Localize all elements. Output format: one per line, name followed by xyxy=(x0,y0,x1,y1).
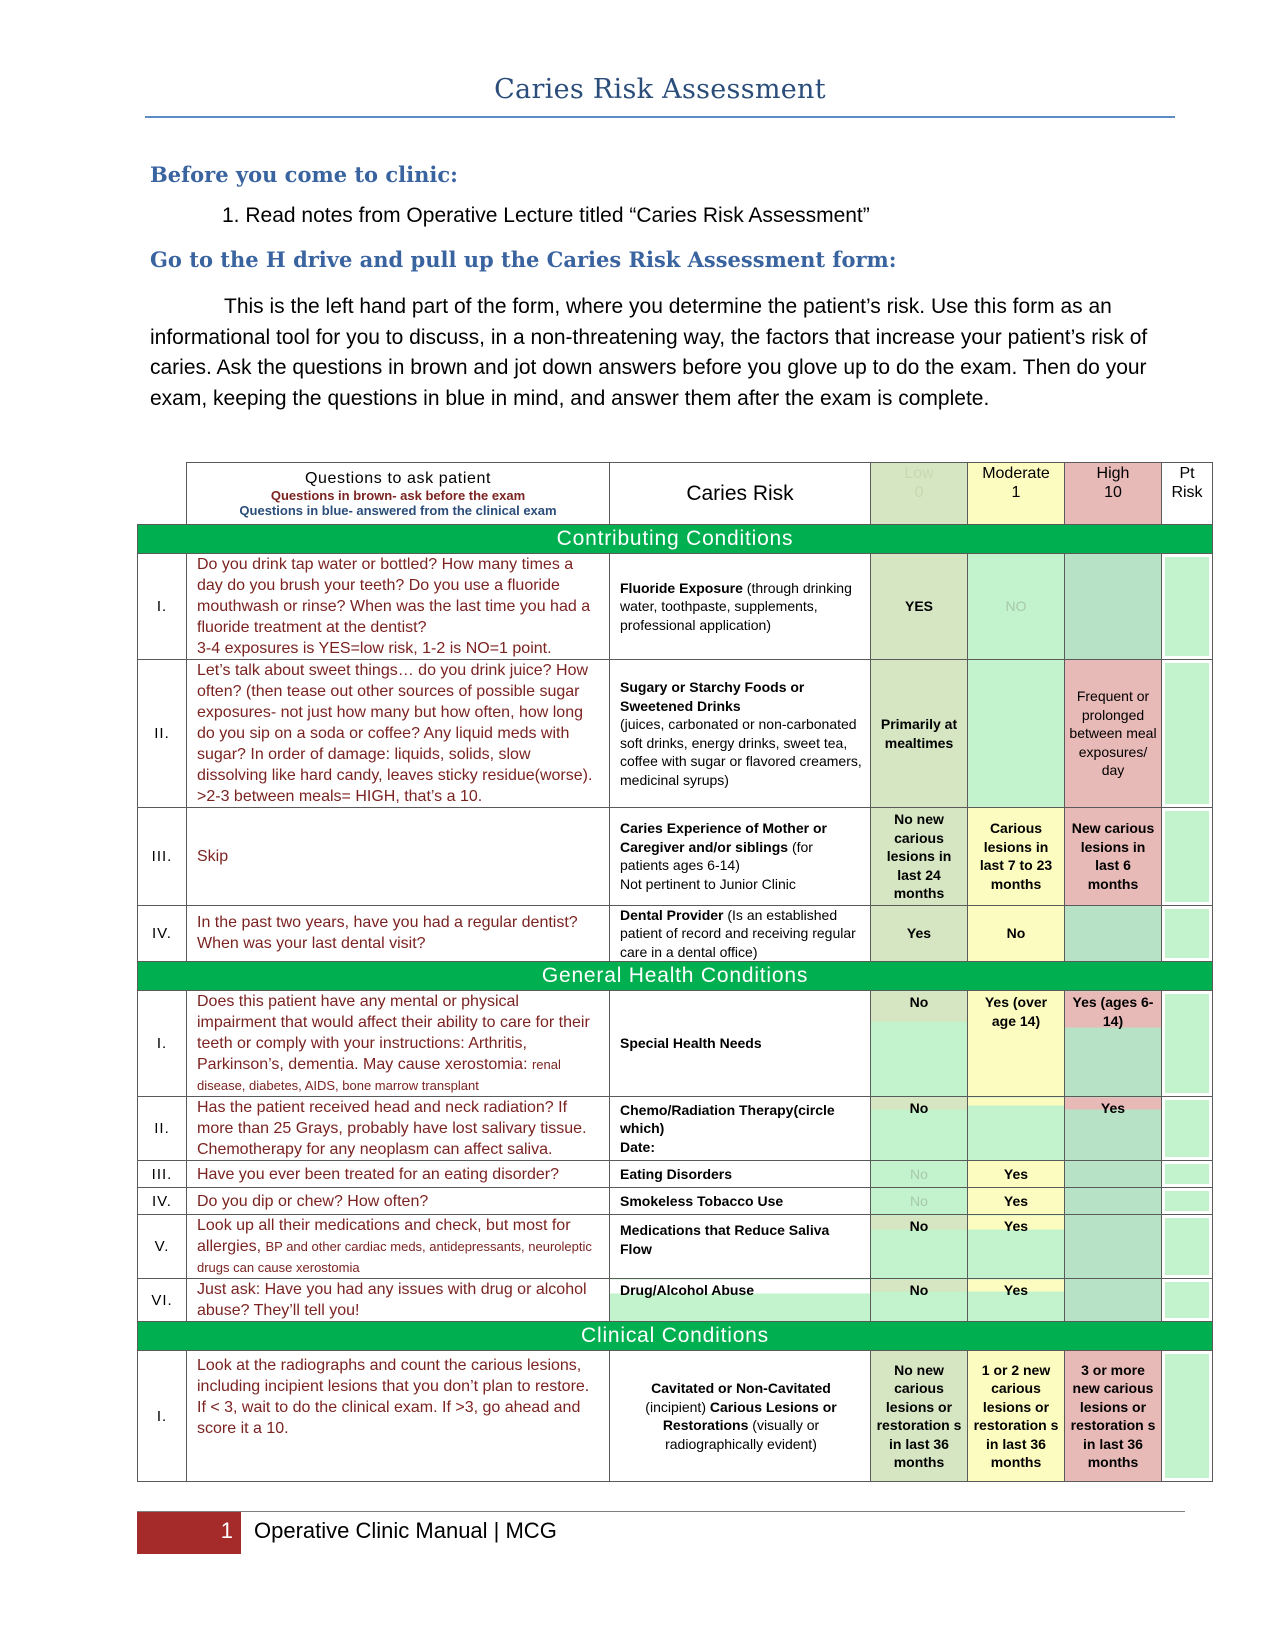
low-option[interactable]: No xyxy=(871,1161,968,1188)
low-option-label: No xyxy=(909,1282,929,1298)
low-option[interactable]: Primarily at mealtimes xyxy=(871,660,968,808)
high-option[interactable]: 3 or more new carious lesions or restoration s in last 36 months xyxy=(1065,1351,1162,1482)
row-number: II. xyxy=(138,660,187,808)
question-text: Have you ever been treated for an eating disorder? xyxy=(187,1161,610,1188)
question-scoring: >2-3 between meals= HIGH, that’s a 10. xyxy=(197,788,483,805)
band-general xyxy=(138,962,1213,991)
factor-note: Not pertinent to Junior Clinic xyxy=(620,875,796,892)
intro-paragraph: This is the left hand part of the form, where you determine the patient’s risk. Use this form as an informational tool for you to discuss, in a non-threatening way, the factors that increase your patient’s risk of caries. Ask the questions in brown and jot down answers before you glove up to do the exam. Then do your exam, keeping the questions in blue in mind, and answer them after the exam is complete. xyxy=(150,295,1148,410)
risk-factor xyxy=(610,1215,871,1279)
moderate-option[interactable]: Carious lesions in last 7 to 23 months xyxy=(968,808,1065,906)
pt-risk-input[interactable] xyxy=(1162,991,1213,1097)
brown-note: Questions in brown- ask before the exam xyxy=(270,487,526,503)
moderate-option[interactable]: Yes xyxy=(968,1188,1065,1215)
pt-risk-field[interactable] xyxy=(1165,909,1209,959)
moderate-option[interactable]: Yes (over age 14) xyxy=(968,991,1065,1097)
pt-risk-input[interactable] xyxy=(1162,554,1213,660)
question-text xyxy=(187,554,610,660)
blank-corner xyxy=(138,463,187,525)
row-number: II. xyxy=(138,1097,187,1161)
section-heading-before-clinic: Before you come to clinic: xyxy=(150,162,458,187)
moderate-score: 1 xyxy=(1011,484,1021,501)
table-row xyxy=(138,1097,1213,1161)
table-row xyxy=(138,660,1213,808)
risk-factor xyxy=(610,554,871,660)
step-read-notes: 1. Read notes from Operative Lecture titled “Caries Risk Assessment” xyxy=(222,204,870,227)
question-small: renal disease, diabetes, AIDS, bone marrow transplant xyxy=(197,1057,561,1093)
risk-factor xyxy=(610,1161,871,1188)
row-number: III. xyxy=(138,808,187,906)
factor-name-1: Cavitated or Non-Cavitated xyxy=(651,1380,831,1396)
row-number: I. xyxy=(138,1351,187,1482)
band-contributing xyxy=(138,525,1213,554)
section-heading-h-drive: Go to the H drive and pull up the Caries Risk Assessment form: xyxy=(150,247,897,272)
factor-detail: (visually or radiographically evident) xyxy=(665,1417,820,1452)
moderate-option[interactable]: No xyxy=(968,905,1065,962)
row-number: IV. xyxy=(138,905,187,962)
low-option[interactable]: YES xyxy=(871,554,968,660)
pt-risk-field[interactable] xyxy=(1165,1218,1209,1275)
table-row xyxy=(138,1161,1213,1188)
high-option[interactable] xyxy=(1065,1279,1162,1322)
row-number: IV. xyxy=(138,1188,187,1215)
pt-risk-field[interactable] xyxy=(1165,994,1209,1093)
pt-risk-field[interactable] xyxy=(1165,557,1209,656)
table-row xyxy=(138,1351,1213,1482)
moderate-option[interactable] xyxy=(968,1097,1065,1161)
pt-risk-label-1: Pt xyxy=(1179,465,1195,482)
moderate-option[interactable] xyxy=(968,660,1065,808)
question-main: Does this patient have any mental or physical impairment that would affect their ability to care for their teeth or comply with your instructions: Arthritis, Parkinson’s, dementia. May cause xerostomia: xyxy=(197,993,590,1073)
risk-factor xyxy=(610,1097,871,1161)
row-number: V. xyxy=(138,1215,187,1279)
pt-risk-field[interactable] xyxy=(1165,1282,1209,1318)
question-text xyxy=(187,1215,610,1279)
high-header xyxy=(1065,463,1162,525)
factor-name: Chemo/Radiation Therapy(circle which) xyxy=(620,1101,835,1137)
risk-factor xyxy=(610,905,871,962)
high-option[interactable] xyxy=(1065,1188,1162,1215)
pt-risk-field[interactable] xyxy=(1165,1164,1209,1184)
questions-title: Questions to ask patient xyxy=(304,469,492,487)
low-option[interactable] xyxy=(871,1097,968,1161)
question-text: Look at the radiographs and count the carious lesions, including incipient lesions that you don’t plan to restore. If < 3, wait to do the clinical exam. If >3, go ahead and score it a 10. xyxy=(187,1351,610,1482)
row-number: III. xyxy=(138,1161,187,1188)
questions-header xyxy=(187,463,610,525)
low-option[interactable] xyxy=(871,1215,968,1279)
table-row xyxy=(138,905,1213,962)
moderate-option-label: Yes xyxy=(1003,1218,1029,1234)
footer-text: Operative Clinic Manual | MCG xyxy=(254,1518,557,1543)
pt-risk-field[interactable] xyxy=(1165,1191,1209,1211)
low-option-label: No xyxy=(909,1100,929,1116)
pt-risk-input[interactable] xyxy=(1162,1161,1213,1188)
pt-risk-input[interactable] xyxy=(1162,660,1213,808)
factor-name: Sugary or Starchy Foods or Sweetened Drinks xyxy=(620,679,805,714)
band-clinical xyxy=(138,1322,1213,1351)
high-label: High xyxy=(1096,465,1130,482)
pt-risk-input[interactable] xyxy=(1162,905,1213,962)
pt-risk-field[interactable] xyxy=(1165,1100,1209,1157)
risk-factor xyxy=(610,1351,871,1482)
moderate-header xyxy=(968,463,1065,525)
caries-risk-header: Caries Risk xyxy=(610,463,871,525)
low-option[interactable]: No xyxy=(871,1188,968,1215)
low-option[interactable]: Yes xyxy=(871,905,968,962)
low-option[interactable]: No new carious lesions or restoration s in last 36 months xyxy=(871,1351,968,1482)
caries-risk-form xyxy=(137,462,1213,1482)
high-option[interactable] xyxy=(1065,905,1162,962)
pt-risk-header xyxy=(1162,463,1213,525)
high-option[interactable] xyxy=(1065,554,1162,660)
question-text: Skip xyxy=(187,808,610,906)
band-clinical-label: Clinical Conditions xyxy=(138,1322,1213,1351)
high-option[interactable] xyxy=(1065,1161,1162,1188)
moderate-option[interactable] xyxy=(968,1279,1065,1322)
risk-factor xyxy=(610,660,871,808)
low-option-label: No xyxy=(909,994,929,1010)
moderate-option-label: NO xyxy=(1005,598,1027,615)
table-row xyxy=(138,808,1213,906)
moderate-option[interactable] xyxy=(968,1215,1065,1279)
pt-risk-field[interactable] xyxy=(1165,811,1209,902)
pt-risk-input[interactable] xyxy=(1162,1351,1213,1482)
low-label: Low xyxy=(904,465,934,482)
table-row xyxy=(138,1215,1213,1279)
low-header xyxy=(871,463,968,525)
pt-risk-field[interactable] xyxy=(1165,663,1209,804)
row-number: I. xyxy=(138,554,187,660)
factor-name: Fluoride Exposure xyxy=(620,579,743,596)
row-number: I. xyxy=(138,991,187,1097)
high-option[interactable] xyxy=(1065,1097,1162,1161)
risk-factor[interactable] xyxy=(610,1279,871,1322)
band-general-label: General Health Conditions xyxy=(138,962,1213,991)
question-text: Has the patient received head and neck radiation? If more than 25 Grays, probably have lost salivary tissue. Chemotherapy for any neoplasm can affect saliva. xyxy=(187,1097,610,1161)
moderate-option-label: Yes xyxy=(1003,1282,1029,1298)
blue-note: Questions in blue- answered from the clinical exam xyxy=(239,502,557,518)
question-scoring: 3-4 exposures is YES=low risk, 1-2 is NO=1 point. xyxy=(197,640,552,657)
high-option[interactable]: Frequent or prolonged between meal exposures/ day xyxy=(1065,660,1162,808)
risk-factor xyxy=(610,808,871,906)
footer-rule xyxy=(137,1511,1185,1512)
factor-detail: (through drinking water, toothpaste, supplements, professional application) xyxy=(620,579,852,633)
moderate-option[interactable]: Yes xyxy=(968,1161,1065,1188)
row-number: VI. xyxy=(138,1279,187,1322)
question-text: Just ask: Have you had any issues with drug or alcohol abuse? They’ll tell you! xyxy=(187,1279,610,1322)
pt-risk-field[interactable] xyxy=(1165,1354,1209,1478)
question-text: Do you dip or chew? How often? xyxy=(187,1188,610,1215)
pt-risk-input[interactable] xyxy=(1162,1279,1213,1322)
low-score: 0 xyxy=(914,484,924,501)
factor-name: Eating Disorders xyxy=(620,1165,733,1182)
high-option-label: Yes xyxy=(1100,1100,1126,1116)
low-option[interactable] xyxy=(871,1279,968,1322)
factor-detail: (juices, carbonated or non-carbonated soft drinks, energy drinks, sweet tea, coffee with sugar or flavored creamers, medicinal syrups) xyxy=(620,716,862,788)
factor-name: Medications that Reduce Saliva Flow xyxy=(620,1222,830,1257)
table-row xyxy=(138,1279,1213,1322)
factor-name: Dental Provider xyxy=(620,906,724,923)
page-number: 1 xyxy=(220,1518,233,1543)
risk-factor xyxy=(610,991,871,1097)
question-text: In the past two years, have you had a regular dentist? When was your last dental visit? xyxy=(187,905,610,962)
question-small: BP and other cardiac meds, antidepressants, neuroleptic drugs can cause xerostomia xyxy=(197,1239,592,1275)
pt-risk-input[interactable] xyxy=(1162,1215,1213,1279)
low-option[interactable] xyxy=(871,991,968,1097)
factor-name: Smokeless Tobacco Use xyxy=(620,1192,784,1209)
high-option-label: Yes (ages 6-14) xyxy=(1072,994,1154,1029)
question-main: Do you drink tap water or bottled? How many times a day do you brush your teeth? Do you use a fluoride mouthwash or rinse? When was the last time you had a fluoride treatment at the dentist? xyxy=(197,556,591,636)
factor-name: Caries Experience of Mother or Caregiver and/or siblings xyxy=(620,820,827,855)
pt-risk-input[interactable] xyxy=(1162,1097,1213,1161)
moderate-option[interactable]: 1 or 2 new carious lesions or restoration s in last 36 months xyxy=(968,1351,1065,1482)
question-main: Look up all their medications and check, but most for allergies, xyxy=(197,1217,571,1255)
risk-factor xyxy=(610,1188,871,1215)
question-text xyxy=(187,991,610,1097)
high-option[interactable] xyxy=(1065,991,1162,1097)
pt-risk-input[interactable] xyxy=(1162,808,1213,906)
high-option[interactable]: New carious lesions in last 6 months xyxy=(1065,808,1162,906)
moderate-label: Moderate xyxy=(982,465,1050,482)
high-option[interactable] xyxy=(1065,1215,1162,1279)
question-text xyxy=(187,660,610,808)
low-option[interactable]: No new carious lesions in last 24 months xyxy=(871,808,968,906)
pt-risk-label-2: Risk xyxy=(1171,484,1203,501)
factor-name: Drug/Alcohol Abuse xyxy=(620,1282,755,1298)
band-contributing-label: Contributing Conditions xyxy=(138,525,1213,554)
factor-detail: (Is an established patient of record and receiving regular care in a dental office) xyxy=(620,906,856,960)
high-score: 10 xyxy=(1104,484,1122,501)
title-rule xyxy=(145,116,1175,118)
factor-detail: (for patients ages 6-14) xyxy=(620,838,813,874)
table-header-row xyxy=(138,463,1213,525)
factor-name: Special Health Needs xyxy=(620,1035,762,1052)
table-row xyxy=(138,991,1213,1097)
table-row xyxy=(138,1188,1213,1215)
pt-risk-input[interactable] xyxy=(1162,1188,1213,1215)
moderate-option[interactable] xyxy=(968,554,1065,660)
low-option-label: No xyxy=(909,1218,929,1234)
question-main: Let’s talk about sweet things… do you drink juice? How often? (then tease out other sources of possible sugar exposures- not just how many but how often, how long do you sip on a soda or coffee? Any liquid meds with sugar? In order of damage: liquids, solids, slow dissolving like hard candy, leaves sticky residue(worse). xyxy=(197,662,593,784)
table-row xyxy=(138,554,1213,660)
factor-mid: (incipient) xyxy=(645,1398,710,1415)
factor-name-2: Carious Lesions or Restorations xyxy=(662,1398,837,1433)
page-title: Caries Risk Assessment xyxy=(494,74,826,105)
factor-date: Date: xyxy=(620,1138,656,1155)
